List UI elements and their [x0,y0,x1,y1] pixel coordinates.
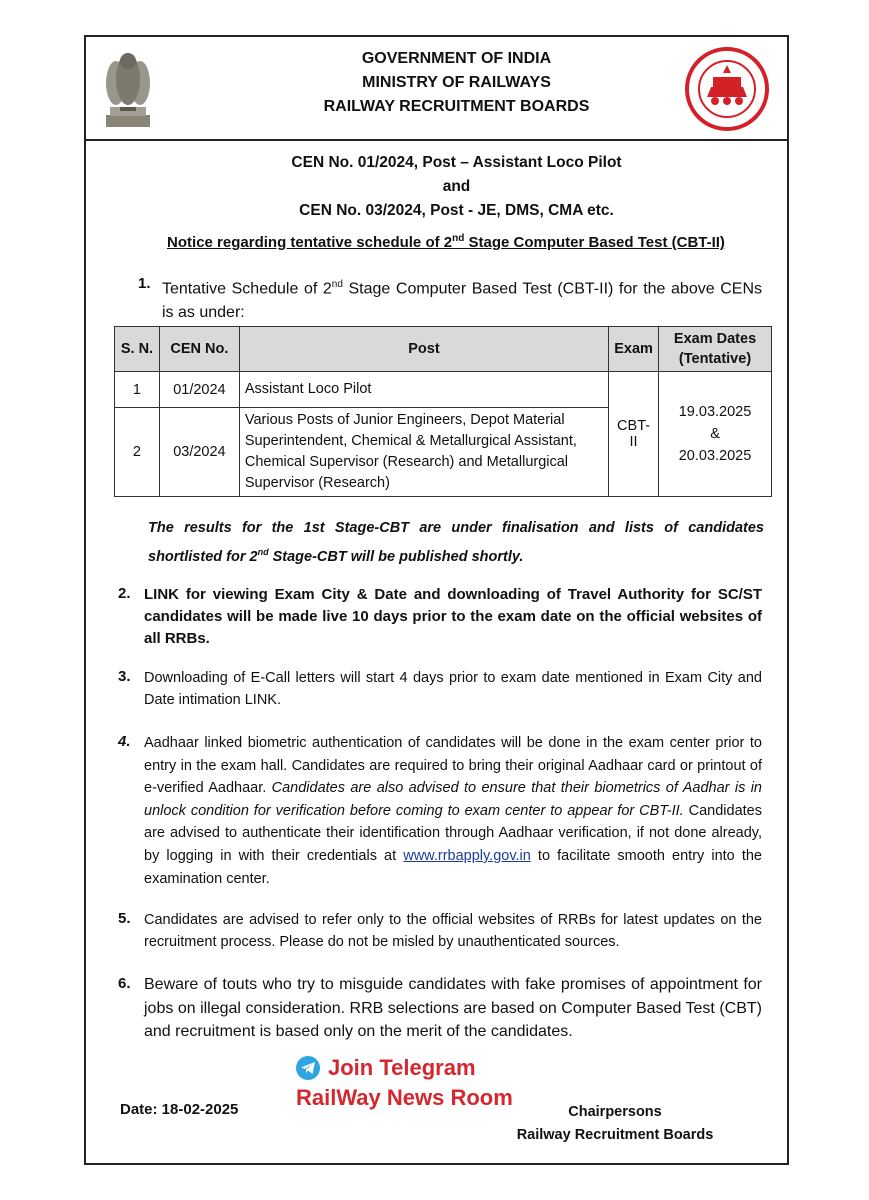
item-1-text-end: Stage Computer Based Test (CBT-II) for the above CENs is as under: [162,280,762,322]
cen-heading [86,151,787,223]
cen-cell: 03/2024 [159,408,239,497]
exam-date-2: 20.03.2025 [678,448,752,464]
item-1-text-part: Tentative Schedule of 2 [162,280,332,298]
column-header: Exam Dates (Tentative) [659,327,772,372]
column-header: S. N. [115,327,160,372]
column-header: Post [239,327,608,372]
telegram-icon [296,1056,320,1080]
rrbapply-link[interactable]: www.rrbapply.gov.in [403,847,531,864]
signatory-title: Chairpersons [568,1104,662,1120]
notice-title [116,233,776,251]
item-3-text: Downloading of E-Call letters will start 4 days prior to exam date mentioned in Exam City and Date intimation LINK. [144,670,762,708]
exam-date-1: 19.03.2025 [678,404,752,420]
item-4-text-end: to facilitate smooth entry into the examination center. [144,847,762,887]
item-number: 4. [118,733,131,750]
item-number: 5. [118,910,131,927]
telegram-watermark [296,1055,536,1111]
cen-line-3: CEN No. 03/2024, Post - JE, DMS, CMA etc. [299,202,614,219]
watermark-line-2: RailWay News Room [296,1085,513,1110]
results-note-text: The results for the 1st Stage-CBT are under finalisation and lists of candidates shortlisted for 2 [148,520,764,565]
cen-line-and: and [442,178,471,195]
results-note [148,516,764,569]
notice-title-sup: nd [452,233,465,244]
signatory [505,1101,725,1147]
sn-cell: 2 [115,408,160,497]
indian-railways-logo-icon [685,47,769,131]
table-header-row [115,327,772,372]
notice-title-text-end: Stage Computer Based Test (CBT-II) [464,234,725,251]
cen-line-1: CEN No. 01/2024, Post – Assistant Loco Pilot [291,154,622,171]
post-cell: Assistant Loco Pilot [239,372,608,408]
signatory-org: Railway Recruitment Boards [516,1127,714,1143]
notice-title-text: Notice regarding tentative schedule of 2 [167,234,453,251]
item-4-text [144,732,762,890]
item-5-text: Candidates are advised to refer only to the official websites of RRBs for latest updates on the recruitment process. Please do not be misled by unauthenticated sources. [144,912,762,950]
letterhead-title [86,47,787,119]
exam-cell: CBT-II [609,372,659,497]
table-row [115,372,772,408]
item-number: 1. [138,275,151,292]
boards-line: RAILWAY RECRUITMENT BOARDS [323,98,590,115]
item-2-text: LINK for viewing Exam City & Date and downloading of Travel Authority for SC/ST candidates will be made live 10 days prior to the exam date on the official websites of all RRBs. [144,586,762,647]
schedule-table [114,326,772,497]
item-1-sup: nd [331,279,343,290]
cen-cell: 01/2024 [159,372,239,408]
notice-document [84,35,789,1165]
watermark-join-text: Join Telegram [328,1055,476,1080]
item-4-text-part: Aadhaar linked biometric authentication of candidates will be done in the exam center prior to entry in the exam hall. Candidates are required to bring their original Aadhaar card or printout of e-verified Aadhaar. [144,735,762,797]
results-note-text-end: Stage-CBT will be published shortly. [268,548,524,565]
item-4-text-part: Candidates are advised to authenticate their identification through Aadhaar verification, if not done already, by logging in with their credentials at [144,802,762,864]
item-number: 6. [118,975,131,992]
watermark-line-1 [296,1055,536,1081]
ministry-line: MINISTRY OF RAILWAYS [362,74,551,91]
exam-dates-cell [659,372,772,497]
column-header: Exam [609,327,659,372]
item-number: 2. [118,585,131,602]
item-number: 3. [118,668,131,685]
column-header: CEN No. [159,327,239,372]
govt-line: GOVERNMENT OF INDIA [361,50,552,67]
item-1-text [162,273,762,325]
letterhead [86,37,787,141]
item-4-italic-text: Candidates are also advised to ensure that their biometrics of Aadhar is in unlock condition for verification before coming to exam center to appear for CBT-II. [144,780,762,819]
post-cell: Various Posts of Junior Engineers, Depot Material Superintendent, Chemical & Metallurgical Assistant, Chemical Supervisor (Research) and Metallurgical Supervisor (Research) [239,408,608,497]
sn-cell: 1 [115,372,160,408]
exam-date-amp: & [710,426,720,442]
results-note-sup: nd [257,547,269,557]
item-6-text: Beware of touts who try to misguide candidates with fake promises of appointment for jobs on illegal consideration. RRB selections are based on Computer Based Test (CBT) and recruitment is based only on the merit of the candidates. [144,976,762,1040]
issue-date: Date: 18-02-2025 [120,1101,239,1118]
